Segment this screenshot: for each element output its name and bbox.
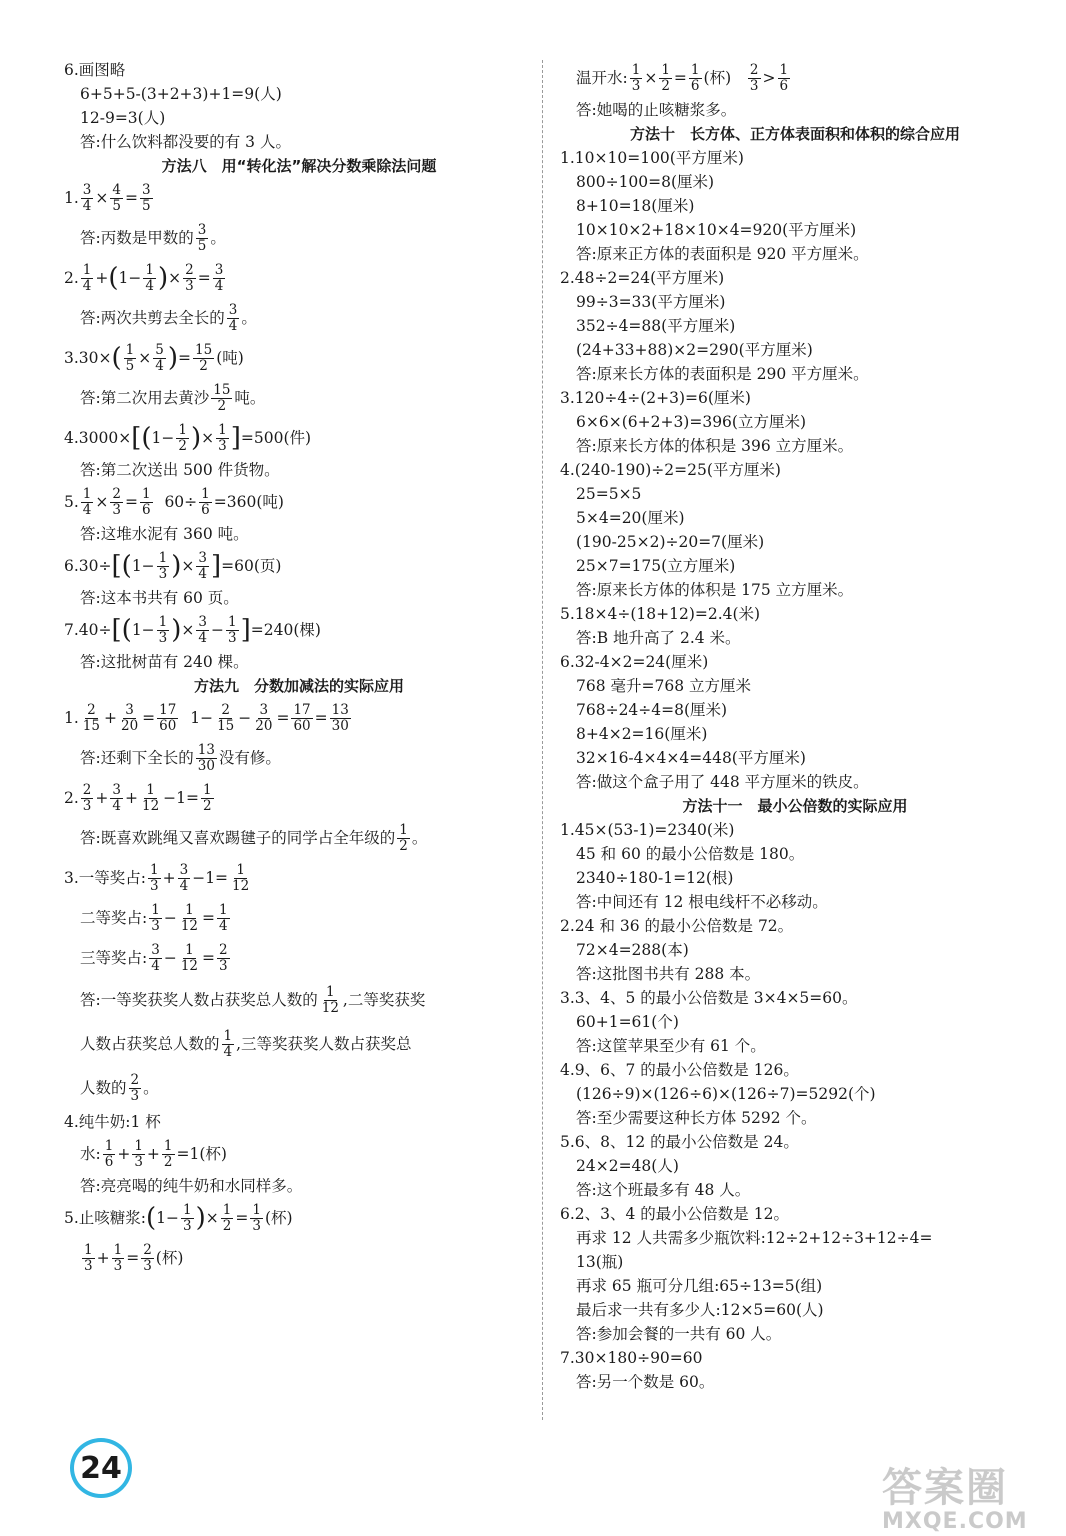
text-line: 99÷3=33(平方厘米): [576, 293, 726, 311]
answer-line: 答:丙数是甲数的 $\frac{3}{5}$ 。: [80, 221, 226, 254]
text-line: 1.10×10=100(平方厘米): [560, 149, 744, 167]
answer-line: 答:第二次送出 500 件货物。: [80, 461, 280, 479]
answer-line: 答:原来长方体的体积是 175 立方厘米。: [576, 581, 854, 599]
answer-line: 答:至少需要这种长方体 5292 个。: [576, 1109, 817, 1127]
answer-line: 答:这本书共有 60 页。: [80, 589, 239, 607]
answer-line: 答:原来正方体的表面积是 920 平方厘米。: [576, 245, 869, 263]
answer-line: 人数占获奖总人数的 $\frac{1}{4}$ ,三等奖获奖人数占获奖总: [80, 1027, 412, 1060]
page-number-badge: [70, 1438, 132, 1498]
text-line: 7.30×180÷90=60: [560, 1349, 703, 1367]
text-line: 6.2、3、4 的最小公倍数是 12。: [560, 1205, 789, 1223]
text-line: 2.48÷2=24(平方厘米): [560, 269, 725, 287]
problem-line: 3.30× ( $\frac{1}{5}$ × $\frac{5}{4}$ ) = $\frac{15}{2}$ (吨): [64, 341, 244, 374]
text-line: 6+5+5-(3+2+3)+1=9(人): [80, 85, 282, 103]
text-line: 6.画图略: [64, 61, 126, 79]
text-line: 8+4×2=16(厘米): [576, 725, 708, 743]
section-heading-9: 方法九 分数加减法的实际应用: [193, 677, 404, 695]
answer-line: 答:亮亮喝的纯牛奶和水同样多。: [80, 1177, 303, 1195]
text-line: 4.9、6、7 的最小公倍数是 126。: [560, 1061, 799, 1079]
text-line: 768 毫升=768 立方厘米: [576, 677, 752, 695]
text-line: 352÷4=88(平方厘米): [576, 317, 736, 335]
answer-line: 答:既喜欢跳绳又喜欢踢毽子的同学占全年级的 $\frac{1}{2}$ 。: [80, 821, 428, 854]
text-line: 13(瓶): [576, 1253, 624, 1271]
answer-line: 答:原来长方体的体积是 396 立方厘米。: [576, 437, 854, 455]
section-10-lines: [560, 146, 1030, 794]
text-line: 再求 65 瓶可分几组:65÷13=5(组): [576, 1277, 823, 1295]
answer-line: 答:参加会餐的一共有 60 人。: [576, 1325, 782, 1343]
text-line: 6.32-4×2=24(厘米): [560, 653, 709, 671]
problem-line: 6.30÷ [ ( 1− $\frac{1}{3}$ ) × $\frac{3}{4}$ ] =60(页): [64, 549, 282, 582]
text-line: 800÷100=8(厘米): [576, 173, 715, 191]
left-column: [64, 58, 534, 1278]
answer-line: 答:这堆水泥有 360 吨。: [80, 525, 249, 543]
problem-line: 4.纯牛奶:1 杯: [64, 1113, 161, 1131]
text-line: 2.24 和 36 的最小公倍数是 72。: [560, 917, 794, 935]
section-heading-10: 方法十 长方体、正方体表面积和体积的综合应用: [629, 125, 960, 143]
text-line: 再求 12 人共需多少瓶饮料:12÷2+12÷3+12÷4=: [576, 1229, 933, 1247]
answer-line: 答:什么饮料都没要的有 3 人。: [80, 133, 291, 151]
text-line: (190-25×2)÷20=7(厘米): [576, 533, 765, 551]
answer-line: 答:B 地升高了 2.4 米。: [576, 629, 741, 647]
problem-line: 1. $\frac{2}{15}$ + $\frac{3}{20}$ = $\frac{17}{60}$ 1− $\frac{2}{15}$ − $\frac{3}{20}$ = $\frac{17}{60}$ = $\frac{13}{30}$: [64, 701, 349, 734]
page-number: 24: [80, 1450, 122, 1486]
text-line: 72×4=288(本): [576, 941, 689, 959]
answer-line: 答:第二次用去黄沙 $\frac{15}{2}$ 吨。: [80, 381, 266, 414]
right-column: [560, 58, 1030, 1394]
text-line: 6×6×(6+2+3)=396(立方厘米): [576, 413, 807, 431]
text-line: 10×10×2+18×10×4=920(平方厘米): [576, 221, 857, 239]
problem-line: 7.40÷ [ ( 1− $\frac{1}{3}$ ) × $\frac{3}{4}$ − $\frac{1}{3}$ ] =240(棵): [64, 613, 321, 646]
answer-line: 答:一等奖获奖人数占获奖总人数的 $\frac{1}{12}$ ,二等奖获奖: [80, 983, 426, 1016]
problem-line: 2. $\frac{2}{3}$ + $\frac{3}{4}$ + $\frac{1}{12}$ −1= $\frac{1}{2}$: [64, 781, 212, 814]
text-line: 25×7=175(立方厘米): [576, 557, 736, 575]
problem-line: 温开水: $\frac{1}{3}$ × $\frac{1}{2}$ = $\frac{1}{6}$ (杯) $\frac{2}{3}$ > $\frac{1}{6}$: [576, 61, 789, 94]
text-line: 768÷24÷4=8(厘米): [576, 701, 728, 719]
section-heading-11: 方法十一 最小公倍数的实际应用: [682, 797, 908, 815]
problem-line: 水: $\frac{1}{6}$ + $\frac{1}{3}$ + $\frac{1}{2}$ =1(杯): [80, 1137, 227, 1170]
text-line: 4.(240-190)÷2=25(平方厘米): [560, 461, 781, 479]
watermark-domain: MXQE.COM: [882, 1509, 1028, 1534]
text-line: 60+1=61(个): [576, 1013, 679, 1031]
answer-line: 答:这个班最多有 48 人。: [576, 1181, 751, 1199]
problem-line: $\frac{1}{3}$ + $\frac{1}{3}$ = $\frac{2}{3}$ (杯): [84, 1241, 184, 1274]
answer-line: 人数的 $\frac{2}{3}$ 。: [80, 1071, 159, 1104]
answer-line: 答:原来长方体的表面积是 290 平方厘米。: [576, 365, 869, 383]
text-line: 5.18×4÷(18+12)=2.4(米): [560, 605, 761, 623]
answer-line: 答:做这个盒子用了 448 平方厘米的铁皮。: [576, 773, 869, 791]
problem-line: 三等奖占: $\frac{3}{4}$ − $\frac{1}{12}$ = $\frac{2}{3}$: [80, 941, 228, 974]
column-divider: [542, 60, 543, 1420]
problem-line: 4.3000× [ ( 1− $\frac{1}{2}$ ) × $\frac{1}{3}$ ] =500(件): [64, 421, 312, 454]
text-line: 32×16-4×4×4=448(平方厘米): [576, 749, 806, 767]
text-line: 8+10=18(厘米): [576, 197, 695, 215]
problem-line: 3.一等奖占: $\frac{1}{3}$ + $\frac{3}{4}$ −1= $\frac{1}{12}$: [64, 861, 250, 894]
answer-line: 答:中间还有 12 根电线杆不必移动。: [576, 893, 828, 911]
answer-line: 答:两次共剪去全长的 $\frac{3}{4}$ 。: [80, 301, 257, 334]
text-line: 12-9=3(人): [80, 109, 166, 127]
text-line: (126÷9)×(126÷6)×(126÷7)=5292(个): [576, 1085, 876, 1103]
watermark-logo: [882, 1456, 1052, 1534]
text-line: 2340÷180-1=12(根): [576, 869, 734, 887]
problem-line: 1. $\frac{3}{4}$ × $\frac{4}{5}$ = $\frac{3}{5}$: [64, 181, 151, 214]
text-line: 最后求一共有多少人:12×5=60(人): [576, 1301, 824, 1319]
problem-line: 二等奖占: $\frac{1}{3}$ − $\frac{1}{12}$ = $\frac{1}{4}$: [80, 901, 228, 934]
text-line: (24+33+88)×2=290(平方厘米): [576, 341, 813, 359]
text-line: 5.6、8、12 的最小公倍数是 24。: [560, 1133, 799, 1151]
watermark-text: 答案圈: [882, 1465, 1008, 1511]
problem-line: 5. $\frac{1}{4}$ × $\frac{2}{3}$ = $\frac{1}{6}$ 60÷ $\frac{1}{6}$ =360(吨): [64, 485, 284, 518]
answer-line: 答:另一个数是 60。: [576, 1373, 715, 1391]
problem-line: 2. $\frac{1}{4}$ + ( 1− $\frac{1}{4}$ ) × $\frac{2}{3}$ = $\frac{3}{4}$: [64, 261, 224, 294]
text-line: 25=5×5: [576, 485, 642, 503]
answer-line: 答:这批树苗有 240 棵。: [80, 653, 249, 671]
section-11-lines: [560, 818, 1030, 1394]
text-line: 3.3、4、5 的最小公倍数是 3×4×5=60。: [560, 989, 858, 1007]
answer-line: 答:她喝的止咳糖浆多。: [576, 101, 737, 119]
section-heading-8: 方法八 用“转化法”解决分数乘除法问题: [161, 157, 437, 175]
text-line: 24×2=48(人): [576, 1157, 679, 1175]
problem-line: 5.止咳糖浆: ( 1− $\frac{1}{3}$ ) × $\frac{1}{2}$ = $\frac{1}{3}$ (杯): [64, 1201, 293, 1234]
answer-line: 答:这筐苹果至少有 61 个。: [576, 1037, 766, 1055]
text-line: 45 和 60 的最小公倍数是 180。: [576, 845, 805, 863]
text-line: 1.45×(53-1)=2340(米): [560, 821, 735, 839]
text-line: 5×4=20(厘米): [576, 509, 685, 527]
answer-line: 答:还剩下全长的 $\frac{13}{30}$ 没有修。: [80, 741, 281, 774]
answer-line: 答:这批图书共有 288 本。: [576, 965, 761, 983]
text-line: 3.120÷4÷(2+3)=6(厘米): [560, 389, 751, 407]
